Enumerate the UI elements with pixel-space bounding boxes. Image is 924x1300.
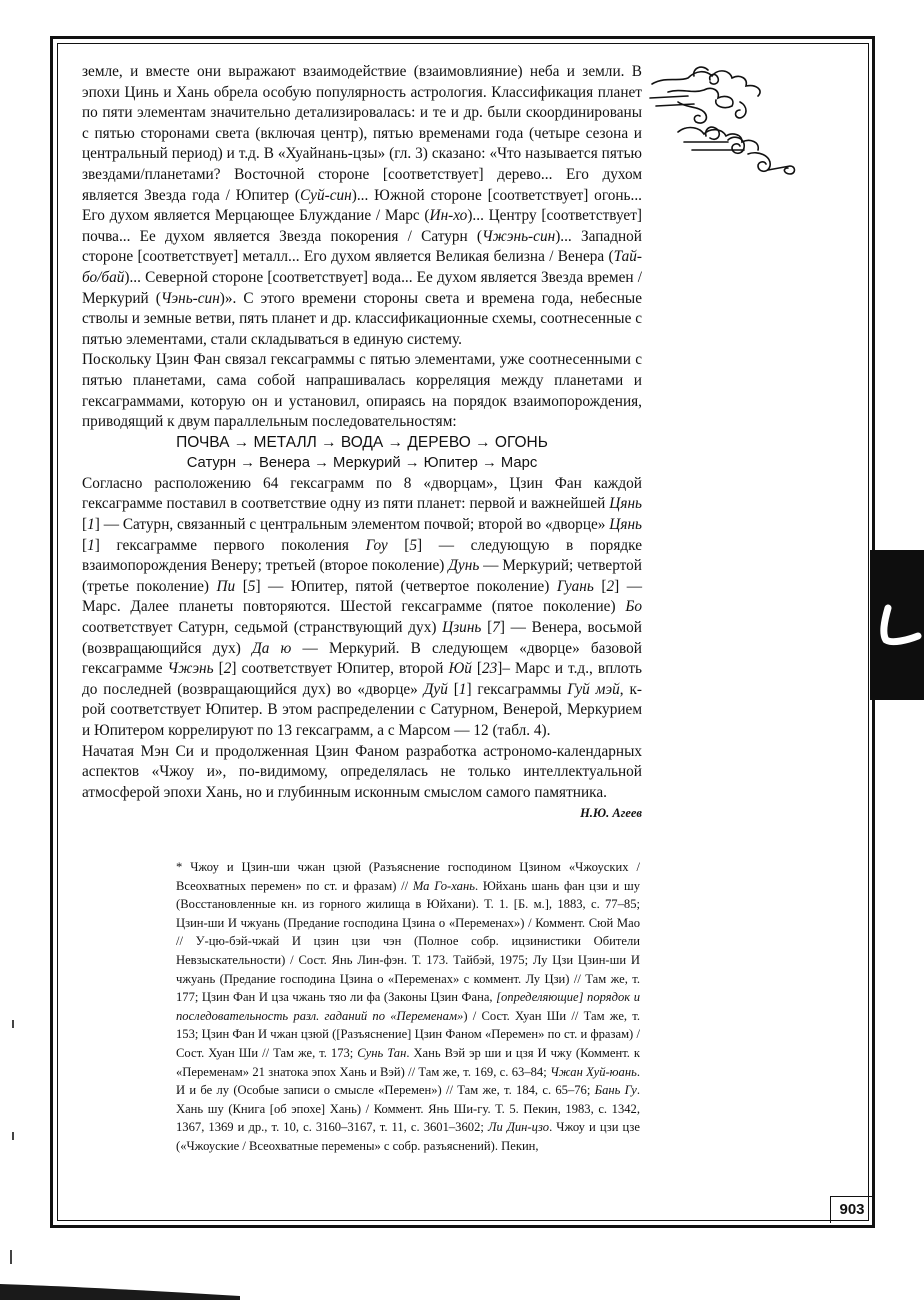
main-text-column	[82, 62, 642, 824]
author-signature: Н.Ю. Агеев	[580, 806, 642, 821]
paragraph-2: Поскольку Цзин Фан связал гексаграммы с пятью элементами, уже соотнесенными с пятью планетами, сама собой напрашивалась корреляция между планетами и гексаграммами, которую он и установил, опираясь на порядок взаимопорождения, приводящий к двум параллельным последовательностям:	[82, 351, 642, 431]
scan-edge-smudge	[0, 1278, 240, 1300]
scan-speck	[10, 1250, 12, 1264]
page-number: 903	[830, 1196, 873, 1223]
scan-speck	[12, 1020, 14, 1028]
section-tab-mark-icon	[874, 600, 924, 650]
paragraph-3: Согласно расположению 64 гексаграмм по 8 «дворцам», Цзин Фан каждой гексаграмме поставил в соответствие одну из пяти планет: первой и важнейшей Цянь [1] — Сатурн, связанный с центральным элементом почвой; второй во «дворце» Цянь [1] гексаграмме первого поколения Гоу [5] — следующую в порядке взаимопорождения Венеру; третьей (второе поколение) Дунь — Меркурий; четвертой (третье поколение) Пи [5] — Юпитер, пятой (четвертое поколение) Гуань [2] — Марс. Далее планеты повторяются. Шестой гексаграмме (пятое поколение) Бо соответствует Сатурн, седьмой (странствующий дух) Цзинь [7] — Венера, восьмой (возвращающийся дух) Да ю — Меркурий. В следующем «дворце» базовой гексаграмме Чжэнь [2] соответствует Юпитер, второй Юй [23]– Марс и т.д., вплоть до последней (возвращающийся дух) во «дворце» Дуй [1] гексаграммы Гуй мэй, к-рой соответствует Юпитер. В этом распределении с Сатурном, Венерой, Меркурием и Юпитером коррелируют по 13 гексаграмм, а с Марсом — 12 (табл. 4).	[82, 474, 643, 739]
bibliography-footnote: * Чжоу и Цзин-ши чжан цзюй (Разъяснение господином Цзином «Чжоуских / Всеохватных перемен» по ст. и фразам) // Ма Го-хань. Юйхань шань фан цзи и шу (Восстановленные кн. из горного жилища в Юйхани). Т. 1. [Б. м.], 1883, с. 77–85; Цзин-ши И чжуань (Предание господина Цзина о «Переменах») / Коммент. Сюй Мао // У-цю-бэй-чжай И цзин цзи чэн (Полное собр. ицзинистики Обители Невзыскательности) / Сост. Янь Лин-фэн. Т. 173. Тайбэй, 1975; Лу Цзи Цзин-ши И чжуань (Предание господина Цзина о «Переменах» с коммент. Лу Цзи) // Там же, т. 177; Цзин Фан И цза чжань тяо ли фа (Законы Цзин Фана, [определяющие] порядок и последовательность разл. гаданий по «Переменам») / Сост. Хуан Ши // Там же, т. 153; Цзин Фан И чжан цзюй ([Разъяснение] Цзин Фаном «Перемен» по ст. и фразам) / Сост. Хуан Ши // Там же, т. 173; Сунь Тан. Хань Вэй эр ши и цзя И чжу (Коммент. к «Переменам» 21 знатока эпох Хань и Вэй) // Там же, т. 169, с. 63–84; Чжан Хуй-юань. И и бе лу (Особые записи о смысле «Перемен») // Там же, т. 184, с. 65–76; Бань Гу. Хань шу (Книга [об эпохе] Хань) / Коммент. Янь Ши-гу. Т. 5. Пекин, 1983, с. 1342, 1367, 1369 и др., т. 10, с. 3160–3167, т. 11, с. 3601–3602; Ли Дин-цзо. Чжоу и цзи цзе («Чжоуские / Всеохватные перемены» с собр. разъяснений). Пекин,	[176, 860, 640, 1153]
cloud-ornament-icon	[648, 62, 798, 180]
paragraph-1: земле, и вместе они выражают взаимодействие (взаимовлияние) неба и земли. В эпохи Цинь и Хань обрела особую популярность астрология. Классификация планет по пяти элементам значительно детализировалась: и те и др. были скоординированы с пятью сторонами света (включая центр), пятью временами года (четыре сезона и центральный период) и т.д. В «Хуайнань-цзы» (гл. 3) сказано: «Что называется пятью звездами/планетами? Восточной стороне [соответствует] дерево... Его духом является Звезда года / Юпитер (Суй-син)... Южной стороне [соответствует] огонь... Его духом является Мерцающее Блуждание / Марс (Ин-хо)... Центру [соответствует] почва... Ее духом является Звезда покорения / Сатурн (Чжэнь-син)... Западной стороне [соответствует] металл... Его духом является Великая белизна / Венера (Тай-бо/бай)... Северной стороне [соответствует] вода... Ее духом является Звезда времен / Меркурий (Чэнь-син)». С этого времени стороны света и времена года, небесные стволы и земные ветви, пять планет и др. классификационные схемы, соотнесенные с пятью элементами, стали складываться в единую систему.	[82, 63, 643, 348]
element-sequence: ПОЧВА → МЕТАЛЛ → ВОДА → ДЕРЕВО → ОГОНЬ	[176, 433, 548, 451]
planet-sequence: Сатурн → Венера → Меркурий → Юпитер → Марс	[186, 455, 538, 472]
paragraph-4: Начатая Мэн Си и продолженная Цзин Фаном разработка астрономо-календарных аспектов «Чжоу и», по-видимому, определялась не только интеллектуальной атмосферой эпохи Хань, но и глубинным исконным смыслом самого памятника.	[82, 742, 642, 801]
scan-speck	[12, 1132, 14, 1140]
